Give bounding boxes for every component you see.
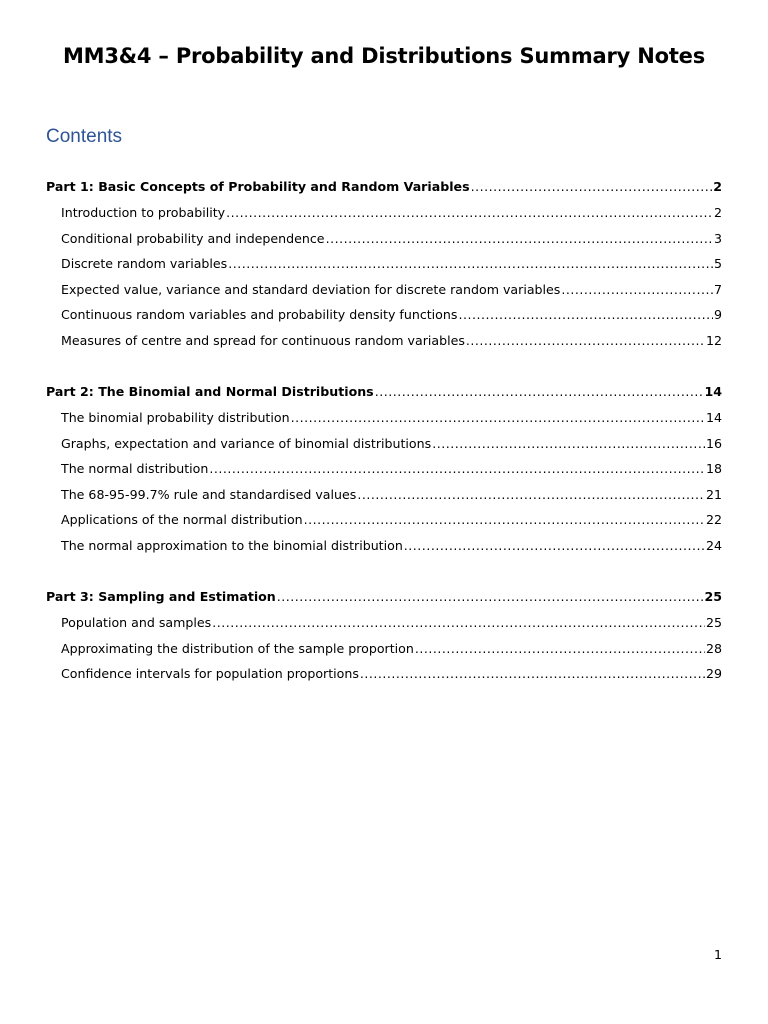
dot-leader — [458, 306, 713, 324]
toc-entry-title: Part 1: Basic Concepts of Probability and Random Variables — [46, 179, 470, 194]
dot-leader — [415, 640, 705, 658]
dot-leader — [471, 178, 713, 196]
toc-entry-title: The binomial probability distribution — [61, 410, 290, 425]
toc-entry-title: The normal distribution — [61, 461, 209, 476]
toc-entry-page: 9 — [713, 307, 722, 322]
toc-entry-title: Confidence intervals for population proportions — [61, 666, 359, 681]
toc-entry[interactable] — [46, 486, 722, 512]
dot-leader — [228, 255, 713, 273]
toc-entry-page: 14 — [704, 384, 722, 399]
toc-entry[interactable] — [46, 409, 722, 435]
toc-part-entry[interactable] — [46, 178, 722, 204]
toc-entry-title: Part 3: Sampling and Estimation — [46, 589, 276, 604]
table-of-contents — [46, 178, 722, 717]
toc-entry-page: 22 — [705, 512, 722, 527]
dot-leader — [277, 588, 704, 606]
toc-entry[interactable] — [46, 640, 722, 666]
dot-leader — [357, 486, 705, 504]
toc-part-entry[interactable] — [46, 383, 722, 409]
toc-entry-title: Approximating the distribution of the sample proportion — [61, 640, 414, 656]
toc-entry-page: 21 — [705, 486, 722, 502]
toc-entry-page: 5 — [713, 256, 722, 271]
contents-heading: Contents — [46, 126, 123, 147]
dot-leader — [432, 435, 705, 453]
page-title: MM3&4 – Probability and Distributions Summary Notes — [62, 44, 706, 68]
toc-entry-title: Population and samples — [61, 615, 212, 630]
dot-leader — [304, 511, 705, 529]
toc-entry-title: Graphs, expectation and variance of binomial distributions — [61, 435, 432, 451]
toc-entry-page: 14 — [705, 410, 722, 425]
toc-entry[interactable] — [46, 511, 722, 537]
toc-entry[interactable] — [46, 255, 722, 281]
dot-leader — [326, 230, 713, 248]
toc-entry-title: Part 2: The Binomial and Normal Distributions — [46, 384, 374, 399]
page-number: 1 — [713, 947, 722, 962]
toc-entry-title: The 68-95-99.7% rule and standardised values — [61, 486, 357, 502]
toc-entry-page: 3 — [713, 230, 722, 246]
toc-entry-page: 18 — [705, 461, 722, 476]
toc-entry-page: 2 — [713, 179, 722, 194]
toc-entry-title: Discrete random variables — [61, 256, 228, 271]
toc-entry-page: 2 — [713, 205, 722, 220]
toc-entry[interactable] — [46, 204, 722, 230]
toc-entry[interactable] — [46, 435, 722, 461]
toc-entry-title: Introduction to probability — [61, 205, 226, 220]
toc-entry[interactable] — [46, 665, 722, 691]
toc-entry[interactable] — [46, 230, 722, 256]
toc-entry[interactable] — [46, 460, 722, 486]
toc-entry-title: The normal approximation to the binomial distribution — [61, 537, 403, 553]
dot-leader — [291, 409, 705, 427]
dot-leader — [209, 460, 705, 478]
dot-leader — [561, 281, 713, 299]
toc-entry[interactable] — [46, 306, 722, 332]
toc-section-part-2 — [46, 383, 722, 562]
dot-leader — [466, 332, 705, 350]
toc-entry-page: 24 — [705, 537, 722, 553]
dot-leader — [375, 383, 704, 401]
toc-entry[interactable] — [46, 281, 722, 307]
toc-entry[interactable] — [46, 332, 722, 358]
toc-entry-page: 12 — [705, 332, 722, 348]
toc-entry-page: 29 — [705, 666, 722, 681]
toc-entry-page: 25 — [704, 589, 722, 604]
toc-section-part-1 — [46, 178, 722, 357]
toc-entry[interactable] — [46, 614, 722, 640]
toc-entry[interactable] — [46, 537, 722, 563]
toc-entry-title: Applications of the normal distribution — [61, 512, 303, 527]
toc-section-part-3 — [46, 588, 722, 691]
dot-leader — [212, 614, 705, 632]
toc-entry-title: Expected value, variance and standard deviation for discrete random variables — [61, 281, 561, 297]
toc-entry-title: Measures of centre and spread for continuous random variables — [61, 332, 465, 348]
toc-part-entry[interactable] — [46, 588, 722, 614]
toc-entry-page: 28 — [705, 640, 722, 656]
toc-entry-page: 7 — [713, 281, 722, 297]
toc-entry-title: Conditional probability and independence — [61, 230, 325, 246]
dot-leader — [226, 204, 713, 222]
dot-leader — [360, 665, 705, 683]
dot-leader — [404, 537, 705, 555]
toc-entry-page: 16 — [705, 435, 722, 451]
toc-entry-title: Continuous random variables and probability density functions — [61, 307, 458, 322]
toc-entry-page: 25 — [705, 615, 722, 630]
